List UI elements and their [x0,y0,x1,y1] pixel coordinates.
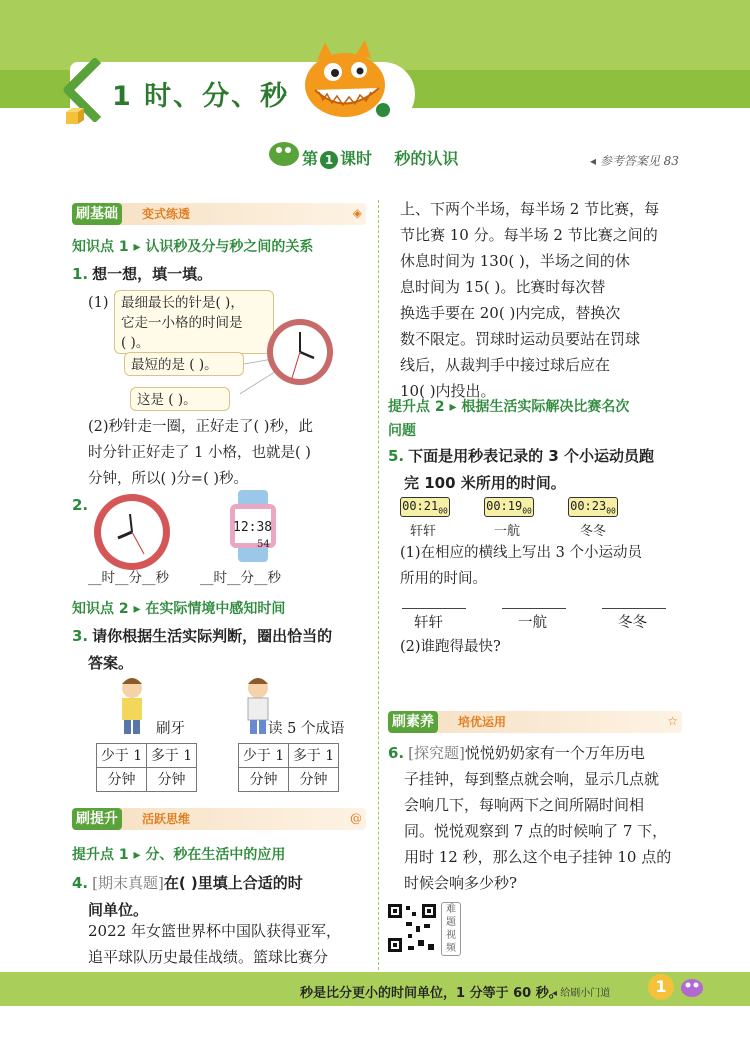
q4-line-7: 换选手要在 20( )内完成，替换次 [400,304,621,322]
question-4-text: 4. [期末真题]在( )里填上合适的时 间单位。 [72,874,303,919]
watch-digital-time: 12:38 [233,520,273,535]
spiral-icon: @ [350,811,362,825]
q5-part2: (2)谁跑得最快? [400,639,501,655]
stopwatch-xuanxuan: $00:21_{00}$ [400,497,450,517]
option-less-than-1[interactable]: 少于 1 [97,744,147,768]
section-improve: 刷提升 活跃思维 @ [72,808,366,830]
option-less-than-1[interactable]: 少于 1 [239,744,289,768]
cube-icon [64,108,86,126]
q1-part2-line1: (2)秒针走一圈，正好走了( )秒，此 [88,419,313,435]
star-icon: ☆ [667,714,678,728]
q4-line-4: 节比赛 10 分。每半场 2 节比赛之间的 [400,226,658,244]
q2-blank-2: __时__分__秒 [200,570,281,586]
label-reading: 读 5 个成语 [268,721,345,737]
question-6-line-2: 子挂钟，每到整点就会响，显示几点就 [404,770,660,788]
watch-seconds: 54 [257,539,270,550]
lesson-number: 1 [320,151,338,169]
label-brushing: 刷牙 [156,721,185,737]
lesson-title: 第 1 课时 秒的认识 [302,149,459,168]
column-divider [378,200,379,970]
question-6-line-4: 同。悦悦观察到 7 点的时候响了 7 下， [404,822,668,840]
qr-code-icon[interactable] [386,902,438,954]
q1-part2-line3: 分钟，所以( )分=( )秒。 [88,471,248,487]
question-5-text: 5. 下面是用秒表记录的 3 个小运动员跑 完 100 米所用的时间。 [388,447,655,492]
question-2-number: 2. [72,496,89,514]
section-basic: 刷基础 变式练透 ◈ [72,203,366,225]
lesson-topic: 秒的认识 [394,149,459,168]
question-3-text: 3. 请你根据生活实际判断，圈出恰当的 答案。 [72,627,333,672]
knowledge-point-1: 知识点 1 ▸ 认识秒及分与秒之间的关系 [72,239,314,255]
knowledge-point-2: 知识点 2 ▸ 在实际情境中感知时间 [72,601,286,617]
option-table-2: 少于 1 多于 1 分钟 分钟 [238,743,339,792]
name-dongdong-1: 冬冬 [580,524,607,539]
name-dongdong-2: 冬冬 [618,615,647,631]
boy-brushing-teeth-icon [112,676,152,736]
name-xuanxuan-1: 轩轩 [410,524,437,539]
clock-icon [240,300,340,420]
answer-line-2[interactable] [502,608,566,609]
footer-tip: 秒是比分更小的时间单位，1 分等于 60 秒。 [300,986,562,1001]
mascot-small-icon [678,972,706,1000]
name-yihang-2: 一航 [518,615,547,631]
q4-line-8: 数不限定。罚球时运动员要站在罚球 [400,330,641,348]
answer-line-3[interactable] [602,608,666,609]
q5-part1-line2: 所用的时间。 [400,571,487,587]
hint-bubble-3: 这是 ( )。 [130,387,230,411]
question-6-line-1: 6. [探究题]悦悦奶奶家有一个万年历电 [388,744,645,762]
answer-line-1[interactable] [402,608,466,609]
q4-line-1: 2022 年女篮世界杯中国队获得亚军， [88,922,341,940]
improve-point-1: 提升点 1 ▸ 分、秒在生活中的应用 [72,847,286,863]
name-yihang-1: 一航 [494,524,521,539]
q1-part1-label: (1) [88,295,109,311]
improve-point-2-cont: 问题 [388,423,416,439]
wall-clock-icon [92,492,172,572]
footer-sub: ◂ 给刷小门道 [552,988,611,999]
cube-icon: ◈ [352,206,362,220]
hint-bubble-1: 最细最长的针是( )， 它走一小格的时间是 ( )。 [114,290,274,354]
q1-part2-line2: 时分针正好走了 1 小格，也就是( ) [88,445,311,461]
stopwatch-yihang: $00:19_{00}$ [484,497,534,517]
q2-blank-1: __时__分__秒 [88,570,169,586]
q4-line-3: 上、下两个半场，每半场 2 节比赛，每 [400,200,660,218]
q4-line-5: 休息时间为 130( )，半场之间的休 [400,252,630,270]
improve-point-2: 提升点 2 ▸ 根据生活实际解决比赛名次 [388,399,630,415]
q4-line-2: 追平球队历史最佳战绩。篮球比赛分 [88,948,329,966]
option-more-than-1[interactable]: 多于 1 [147,744,197,768]
option-table-1: 少于 1 多于 1 分钟 分钟 [96,743,197,792]
q4-line-9: 线后，从裁判手中接过球后应在 [400,356,611,374]
question-6-line-6: 时候会响多少秒? [404,874,518,892]
q4-line-6: 息时间为 15( )。比赛时每次替 [400,278,606,296]
question-6-line-5: 用时 12 秒，那么这个电子挂钟 10 点的 [404,848,672,866]
q4-line-10: 10( )内投出。 [400,382,496,400]
question-6-line-3: 会响几下，每响两下之间所隔时间相 [404,796,645,814]
name-xuanxuan-2: 轩轩 [414,615,443,631]
stopwatch-dongdong: $00:23_{00}$ [568,497,618,517]
question-1-title: 1. 想一想，填一填。 [72,265,213,283]
answer-reference: ◂ 参考答案见 83 [590,154,679,168]
option-more-than-1[interactable]: 多于 1 [289,744,339,768]
q5-part1-line1: (1)在相应的横线上写出 3 个小运动员 [400,545,642,561]
section-quality: 刷素养 培优运用 ☆ [388,711,682,733]
hint-bubble-2: 最短的是 ( )。 [124,352,244,376]
monster-mascot-icon [297,40,392,125]
chapter-title: 1 时、分、秒 [112,81,290,112]
qr-label: 难题视频 [441,902,461,956]
page-number: 1 [648,974,674,1000]
